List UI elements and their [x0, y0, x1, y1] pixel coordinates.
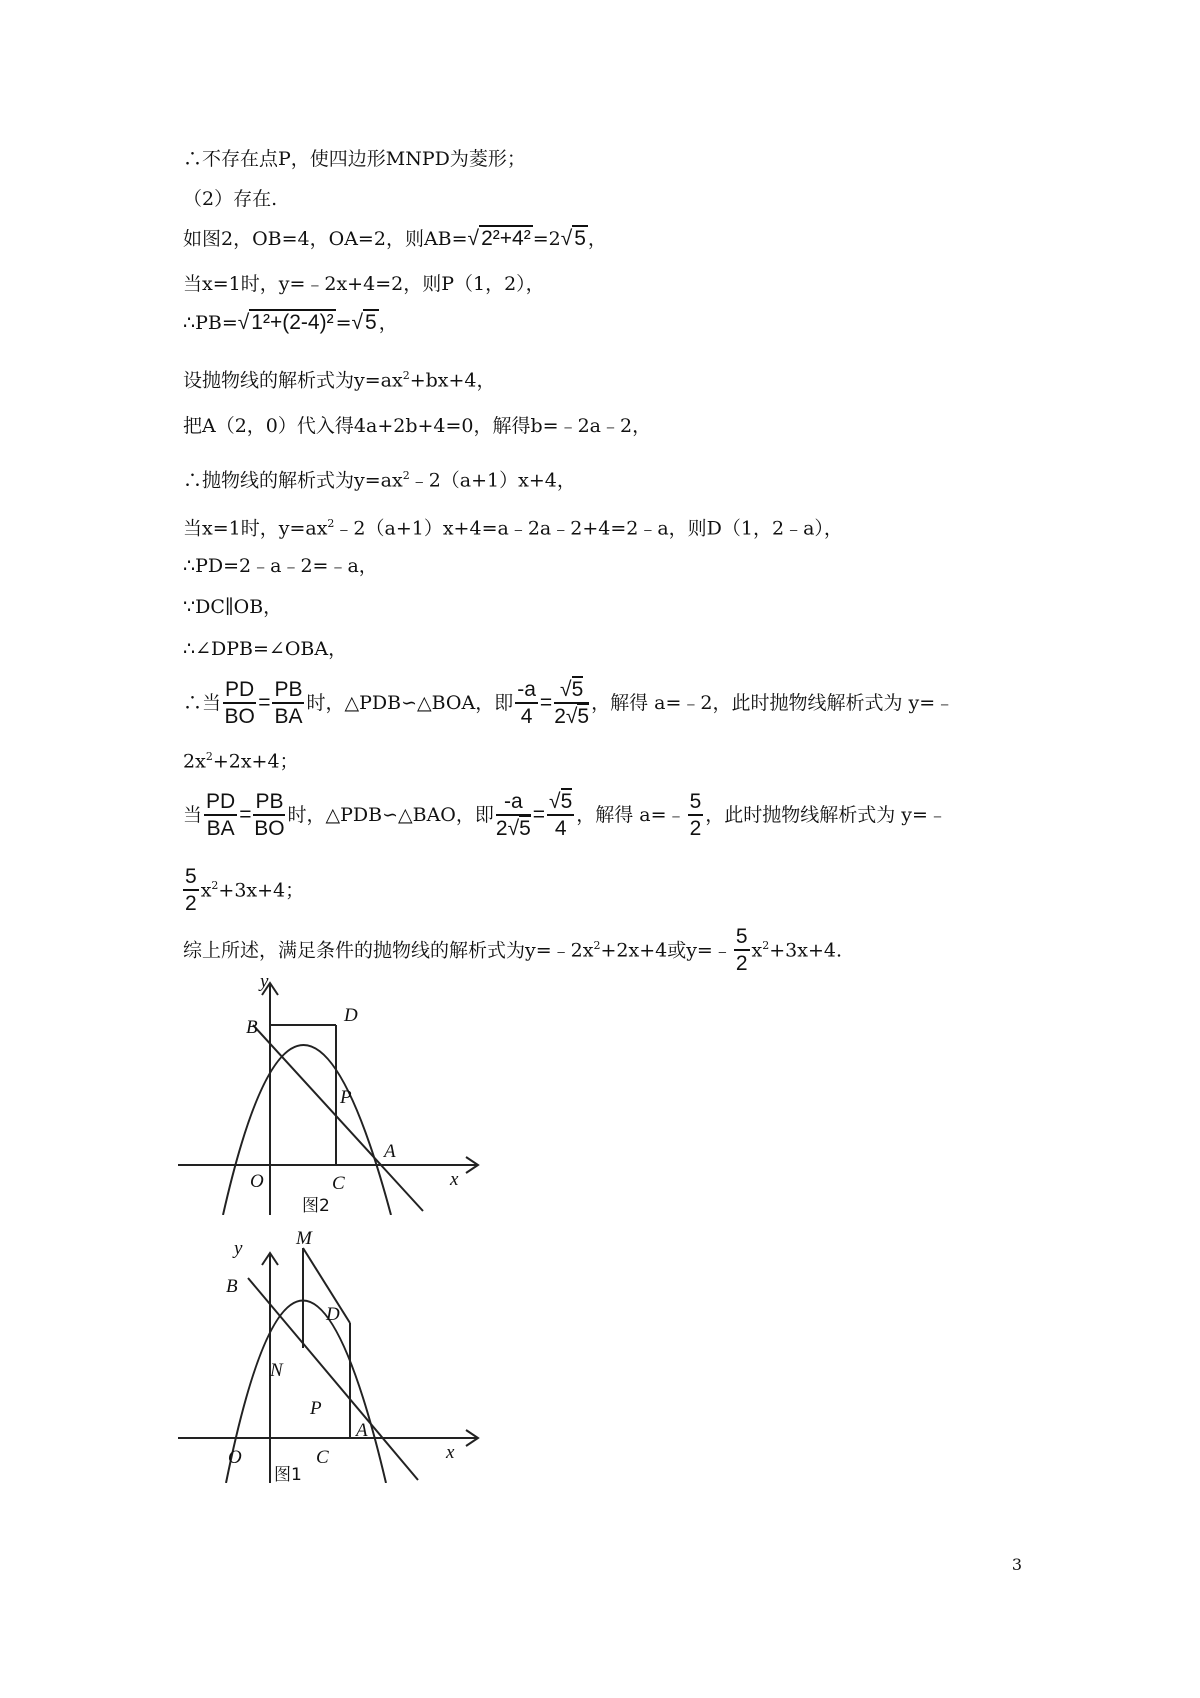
numerator: PD	[223, 678, 256, 704]
radicand: 2²+4²	[481, 227, 531, 250]
fraction	[204, 790, 237, 842]
label-d: D	[344, 1005, 358, 1026]
denominator: 2	[689, 817, 702, 840]
fraction	[183, 865, 199, 917]
label-c: C	[332, 1173, 345, 1194]
equals: =	[258, 691, 271, 714]
fraction	[554, 678, 589, 730]
text: 2x	[183, 750, 206, 773]
line-part-2: （2）存在.	[183, 188, 278, 210]
sqrt-expr: √1²+(2-4)²	[237, 311, 334, 334]
text: x	[751, 939, 763, 962]
line-case-1	[183, 675, 954, 731]
text: 时，△PDB∽△BOA，即	[306, 692, 514, 714]
line-angle: ∴∠DPB=∠OBA，	[183, 638, 348, 660]
line-case-2	[183, 787, 947, 843]
equals: =	[532, 803, 546, 826]
denominator: 2	[735, 952, 748, 976]
exponent: 2	[593, 939, 601, 952]
coefficient: 2	[495, 817, 508, 840]
text: 如图2，OB=4，OA=2，则AB=	[183, 228, 468, 250]
numerator: -a	[496, 790, 531, 816]
line-parallel: ∵DC∥OB，	[183, 596, 283, 618]
text: =	[335, 312, 352, 334]
exponent: 2	[402, 369, 410, 382]
label-p: P	[310, 1398, 322, 1419]
sqrt-expr: √5	[351, 311, 377, 334]
line-point-d	[183, 511, 843, 541]
fraction	[547, 790, 574, 842]
denominator: BO	[224, 705, 255, 728]
text: 时，△PDB∽△BAO，即	[287, 804, 494, 826]
text: ﹣2（a+1）x+4，	[409, 469, 576, 492]
sqrt-expr: √2²+4²	[467, 227, 531, 250]
figure-2-diagram	[178, 975, 498, 1215]
numerator: √5	[554, 678, 589, 704]
exponent: 2	[205, 750, 213, 763]
sqrt-expr: √5	[560, 227, 586, 250]
exponent: 2	[762, 939, 770, 952]
line-case-1-result	[183, 744, 299, 774]
label-o: O	[228, 1447, 242, 1468]
text: ∴PB=	[183, 312, 238, 334]
label-d: D	[326, 1304, 340, 1325]
line-ab-length	[183, 226, 607, 252]
denominator: 2	[185, 892, 197, 916]
text: 当	[183, 804, 203, 826]
line-point-p: 当x=1时，y=﹣2x+4=2，则P（1，2），	[183, 273, 545, 295]
denominator: 2√5	[495, 817, 531, 840]
denominator: 2√5	[554, 705, 590, 728]
text: +3x+4.	[769, 939, 843, 962]
numerator: PB	[253, 790, 285, 816]
text: +2x+4或y=﹣	[600, 939, 732, 962]
text: x	[200, 879, 212, 902]
label-a: A	[384, 1141, 396, 1162]
coefficient: 2	[554, 705, 566, 728]
fraction	[515, 678, 538, 730]
label-x: x	[450, 1169, 459, 1190]
numerator: PB	[272, 678, 304, 704]
text: ，解得 a=﹣	[576, 804, 686, 826]
equals: =	[239, 803, 252, 826]
radicand: 5	[577, 705, 590, 728]
line-set-parabola	[183, 363, 496, 393]
text: +2x+4；	[212, 750, 299, 773]
radicand: 5	[574, 227, 586, 250]
fraction	[253, 790, 285, 842]
denominator: BO	[254, 817, 285, 840]
line-pd: ∴PD=2﹣a﹣2=﹣a，	[183, 555, 378, 577]
label-b: B	[246, 1017, 258, 1038]
radicand: 5	[560, 790, 573, 813]
label-x: x	[446, 1442, 455, 1463]
fraction	[272, 678, 304, 730]
exponent: 2	[211, 879, 219, 892]
radicand: 5	[365, 311, 377, 334]
line-conclusion-1: ∴不存在点P，使四边形MNPD为菱形；	[183, 148, 526, 170]
figure-2-caption: 图2	[302, 1196, 330, 1215]
line-parabola-expr	[183, 463, 576, 493]
line-case-2-result	[183, 858, 304, 918]
radicand: 5	[519, 817, 531, 840]
label-o: O	[250, 1171, 264, 1192]
text: +bx+4，	[409, 369, 496, 392]
denominator: 4	[554, 817, 567, 840]
text: ，解得 a=﹣2，此时抛物线解析式为 y=﹣	[591, 692, 955, 714]
radicand: 5	[571, 678, 584, 701]
text: ，	[378, 312, 398, 334]
text: ∴抛物线的解析式为y=ax	[183, 469, 403, 492]
text: ﹣2（a+1）x+4=a﹣2a﹣2+4=2﹣a，则D（1，2﹣a），	[334, 517, 843, 540]
label-y: y	[260, 975, 269, 992]
figure-1-caption: 图1	[274, 1465, 302, 1483]
text: ，此时抛物线解析式为 y=﹣	[705, 804, 947, 826]
line-summary	[183, 918, 842, 978]
numerator: 5	[734, 925, 750, 951]
parabola	[226, 1301, 386, 1484]
text: 设抛物线的解析式为y=ax	[183, 369, 403, 392]
fraction	[223, 678, 256, 730]
page-number: 3	[1011, 1555, 1022, 1574]
equals: =	[539, 691, 553, 714]
parabola	[223, 1045, 391, 1215]
label-c: C	[316, 1447, 329, 1468]
numerator: 5	[688, 790, 704, 816]
label-m: M	[296, 1228, 312, 1249]
numerator: 5	[183, 865, 199, 891]
label-n: N	[270, 1360, 283, 1381]
label-b: B	[226, 1276, 238, 1297]
fraction	[688, 790, 704, 842]
exponent: 2	[402, 469, 410, 482]
text: +3x+4；	[218, 879, 305, 902]
line-pb-length	[183, 310, 398, 336]
figure-1-diagram	[178, 1228, 498, 1483]
text: ∴当	[183, 692, 222, 714]
denominator: BA	[206, 817, 235, 840]
fraction	[496, 790, 531, 842]
label-p: P	[340, 1087, 352, 1108]
text: ，	[587, 228, 607, 250]
denominator: BA	[274, 705, 303, 728]
exponent: 2	[327, 517, 335, 530]
text: 综上所述，满足条件的抛物线的解析式为y=﹣2x	[183, 939, 594, 962]
fraction	[734, 925, 750, 977]
numerator: -a	[515, 678, 538, 704]
line-substitute-a: 把A（2，0）代入得4a+2b+4=0，解得b=﹣2a﹣2，	[183, 415, 652, 437]
label-a: A	[356, 1420, 368, 1441]
numerator: PD	[204, 790, 237, 816]
text: =2	[532, 228, 561, 250]
denominator: 4	[520, 705, 533, 728]
radicand: 1²+(2-4)²	[251, 311, 334, 334]
text: 当x=1时，y=ax	[183, 517, 328, 540]
numerator: √5	[547, 790, 574, 816]
label-y: y	[234, 1238, 243, 1259]
